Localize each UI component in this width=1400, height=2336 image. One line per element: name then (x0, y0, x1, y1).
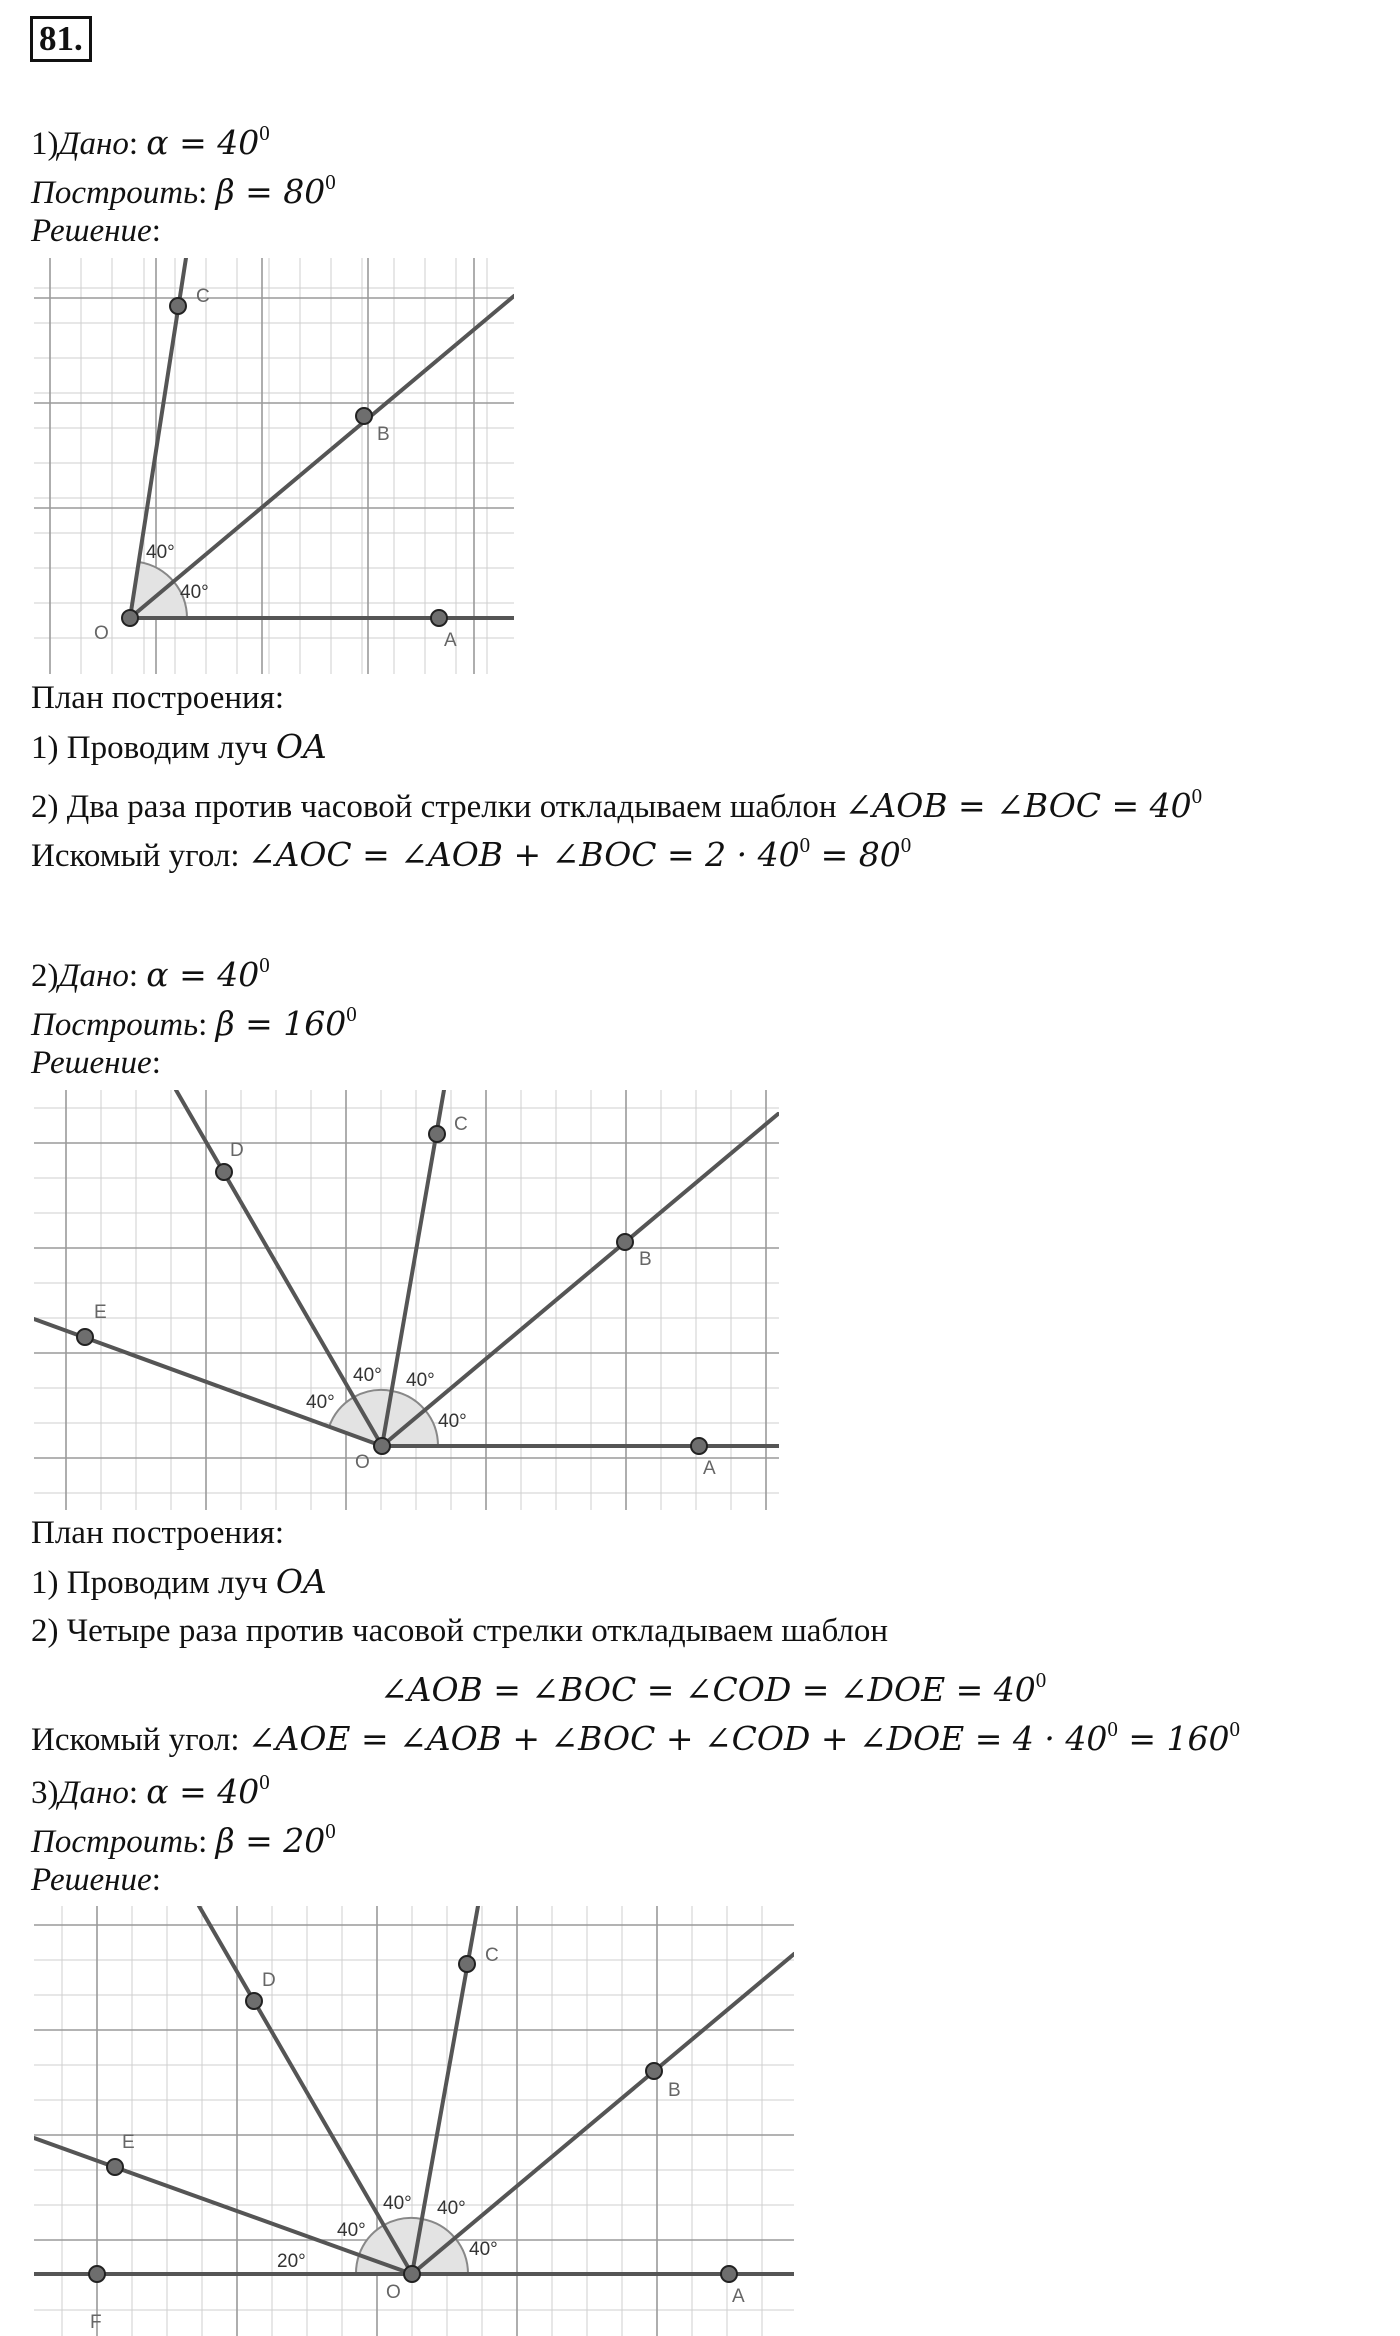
point-label-C: C (485, 1945, 499, 1966)
part1-plan-title: План построения: (31, 680, 285, 716)
part1-solution-label: Решение: (31, 213, 161, 249)
point-label-D: D (230, 1140, 244, 1161)
point-label-E: E (94, 1302, 107, 1323)
angle-label-DOE: 40° (337, 2220, 366, 2241)
part2-given: 2)Дано: $\alpha = 40^0$ (31, 953, 270, 994)
part2-step2: 2) Четыре раза против часовой стрелки откладываем шаблон (31, 1613, 889, 1649)
part1-result: Искомый угол: ∠AOC = ∠AOB + ∠BOC = $2 \cdot 40^0 = 80^0$ (31, 833, 912, 874)
part2-figure (34, 1090, 779, 1510)
angle-label-AOB: 40° (469, 2239, 498, 2260)
point-label-B: B (377, 424, 390, 445)
angle-label-AOB: 40° (180, 582, 209, 603)
part1-step1: 1) Проводим луч OA (31, 727, 327, 766)
point-label-D: D (262, 1970, 276, 1991)
part3-solution-label: Решение: (31, 1862, 161, 1898)
angle-label-AOB: 40° (438, 1411, 467, 1432)
part1-figure (34, 258, 514, 674)
point-label-B: B (639, 1249, 652, 1270)
point-label-C: C (454, 1114, 468, 1135)
point-label-E: E (122, 2132, 135, 2153)
part2-result: Искомый угол: ∠AOE = ∠AOB + ∠BOC + ∠COD + ∠DOE = $4 \cdot 40^0 = 160^0$ (31, 1717, 1240, 1758)
point-label-A: A (444, 630, 457, 651)
point-label-C: C (196, 286, 210, 307)
angle-label-BOC: 40° (437, 2198, 466, 2219)
angle-label-BOC: 40° (146, 542, 175, 563)
point-label-O: O (94, 623, 109, 644)
angle-label-EOF: 20° (277, 2251, 306, 2272)
part3-given: 3)Дано: $\alpha = 40^0$ (31, 1770, 270, 1811)
part2-solution-label: Решение: (31, 1045, 161, 1081)
part1-task: Построить: $\beta = 80^0$ (31, 170, 336, 211)
point-label-B: B (668, 2080, 681, 2101)
part2-task: Построить: $\beta = 160^0$ (31, 1002, 357, 1043)
problem-number: 81. (30, 16, 92, 62)
part2-plan-title: План построения: (31, 1515, 285, 1551)
angle-label-COD: 40° (383, 2193, 412, 2214)
point-label-O: O (355, 1452, 370, 1473)
angle-label-COD: 40° (353, 1365, 382, 1386)
point-label-O: O (386, 2282, 401, 2303)
point-label-F: F (90, 2312, 102, 2333)
part2-step2-equation: ∠AOB = ∠BOC = ∠COD = ∠DOE = $40^0$ (380, 1668, 1047, 1709)
part2-step1: 1) Проводим луч OA (31, 1562, 327, 1601)
part3-figure (34, 1906, 794, 2336)
angle-label-DOE: 40° (306, 1392, 335, 1413)
part1-given: 1)Дано: $\alpha = 40^0$ (31, 121, 270, 162)
point-label-A: A (732, 2286, 745, 2307)
point-label-A: A (703, 1458, 716, 1479)
angle-label-BOC: 40° (406, 1370, 435, 1391)
part1-step2: 2) Два раза против часовой стрелки откладываем шаблон ∠AOB = ∠BOC = $40^0$ (31, 784, 1203, 825)
part3-task: Построить: $\beta = 20^0$ (31, 1819, 336, 1860)
